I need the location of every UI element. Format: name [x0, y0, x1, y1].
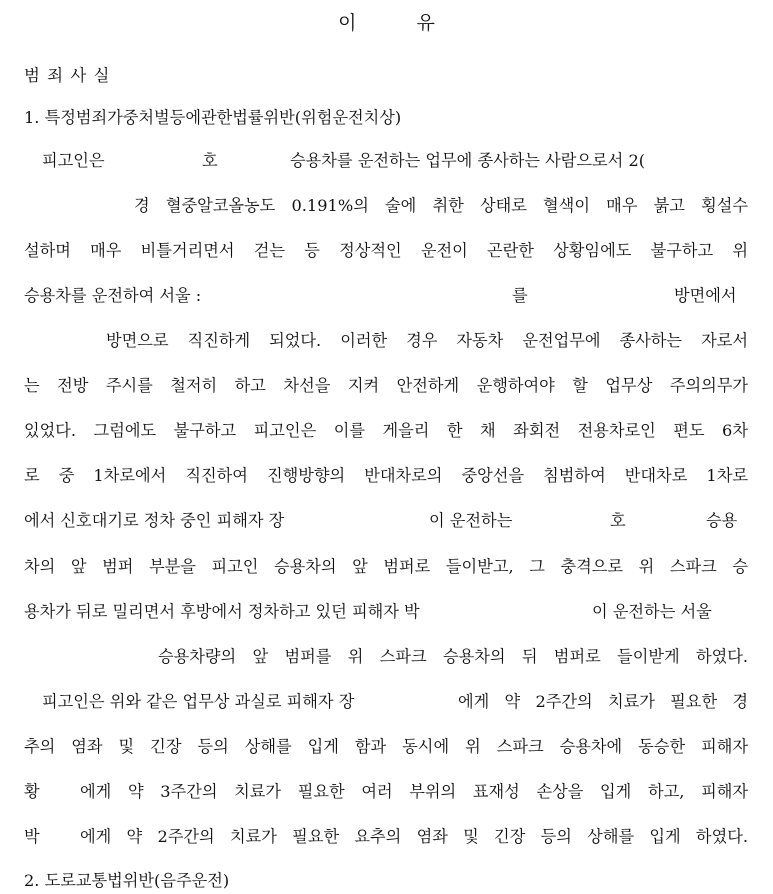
text-segment: 승용차를 운전하는 업무에 종사하는 사람으로서 2(	[290, 151, 646, 170]
text-line-14: 추의 염좌 및 긴장 등의 상해를 입게 함과 동시에 위 스파크 승용차에 동승한 피해자	[24, 737, 748, 756]
title-left: 이	[338, 12, 357, 34]
text-line-10: 차의 앞 범퍼 부분을 피고인 승용차의 앞 범퍼로 들이받고, 그 충격으로 위 스파크 승	[24, 557, 748, 576]
text-segment: 피고인은	[42, 151, 105, 170]
text-segment: 에게 약 2주간의 치료가 필요한 요추의 염좌 및 긴장 등의 상해를 입게 하였다.	[80, 827, 748, 846]
text-segment: 피고인은 위와 같은 업무상 과실로 피해자 장	[42, 692, 355, 711]
subheading-1: 1. 특정범죄가중처벌등에관한법률위반(위험운전치상)	[24, 108, 402, 127]
text-segment: 를	[512, 286, 528, 305]
text-segment: 황	[24, 782, 40, 801]
subheading-2: 2. 도로교통법위반(음주운전)	[24, 871, 230, 890]
text-segment: 이 운전하는 서울	[592, 602, 712, 621]
text-segment: 방면으로 직진하게 되었다. 이러한 경우 자동차 운전업무에 종사하는 자로서	[106, 331, 748, 350]
text-segment: 에서 신호대기로 정차 중인 피해자 장	[24, 511, 285, 530]
text-line-3: 설하며 매우 비틀거리면서 걷는 등 정상적인 운전이 곤란한 상황임에도 불구하고 위	[24, 241, 748, 260]
document-title	[0, 8, 773, 35]
text-segment: 승용차량의 앞 범퍼를 위 스파크 승용차의 뒤 범퍼로 들이받게 하였다.	[158, 647, 748, 666]
text-segment: 에게 약 3주간의 치료가 필요한 여러 부위의 표재성 손상을 입게 하고, 피해자	[80, 782, 748, 801]
text-segment: 이 운전하는	[429, 511, 513, 530]
text-segment: 승용차를 운전하여 서울 :	[24, 286, 202, 305]
section-heading: 범 죄 사 실	[24, 66, 111, 85]
text-segment: 방면에서	[674, 286, 737, 305]
text-segment: 에게 약 2주간의 치료가 필요한 경	[458, 692, 748, 711]
text-line-7: 있었다. 그럼에도 불구하고 피고인은 이를 게을리 한 채 좌회전 전용차로인 편도 6차	[24, 421, 748, 440]
text-segment: 호	[610, 511, 626, 530]
text-segment: 경 혈중알코올농도 0.191%의 술에 취한 상태로 혈색이 매우 붉고 횡설수	[134, 196, 748, 215]
text-line-8: 로 중 1차로에서 직진하여 진행방향의 반대차로의 중앙선을 침범하여 반대차로 1차로	[24, 466, 748, 485]
title-right: 유	[416, 12, 435, 34]
text-line-6: 는 전방 주시를 철저히 하고 차선을 지켜 안전하게 운행하여야 할 업무상 주의의무가	[24, 376, 748, 395]
text-segment: 호	[202, 151, 218, 170]
text-segment: 승용	[706, 511, 738, 530]
text-segment: 박	[24, 827, 40, 846]
text-segment: 용차가 뒤로 밀리면서 후방에서 정차하고 있던 피해자 박	[24, 602, 420, 621]
